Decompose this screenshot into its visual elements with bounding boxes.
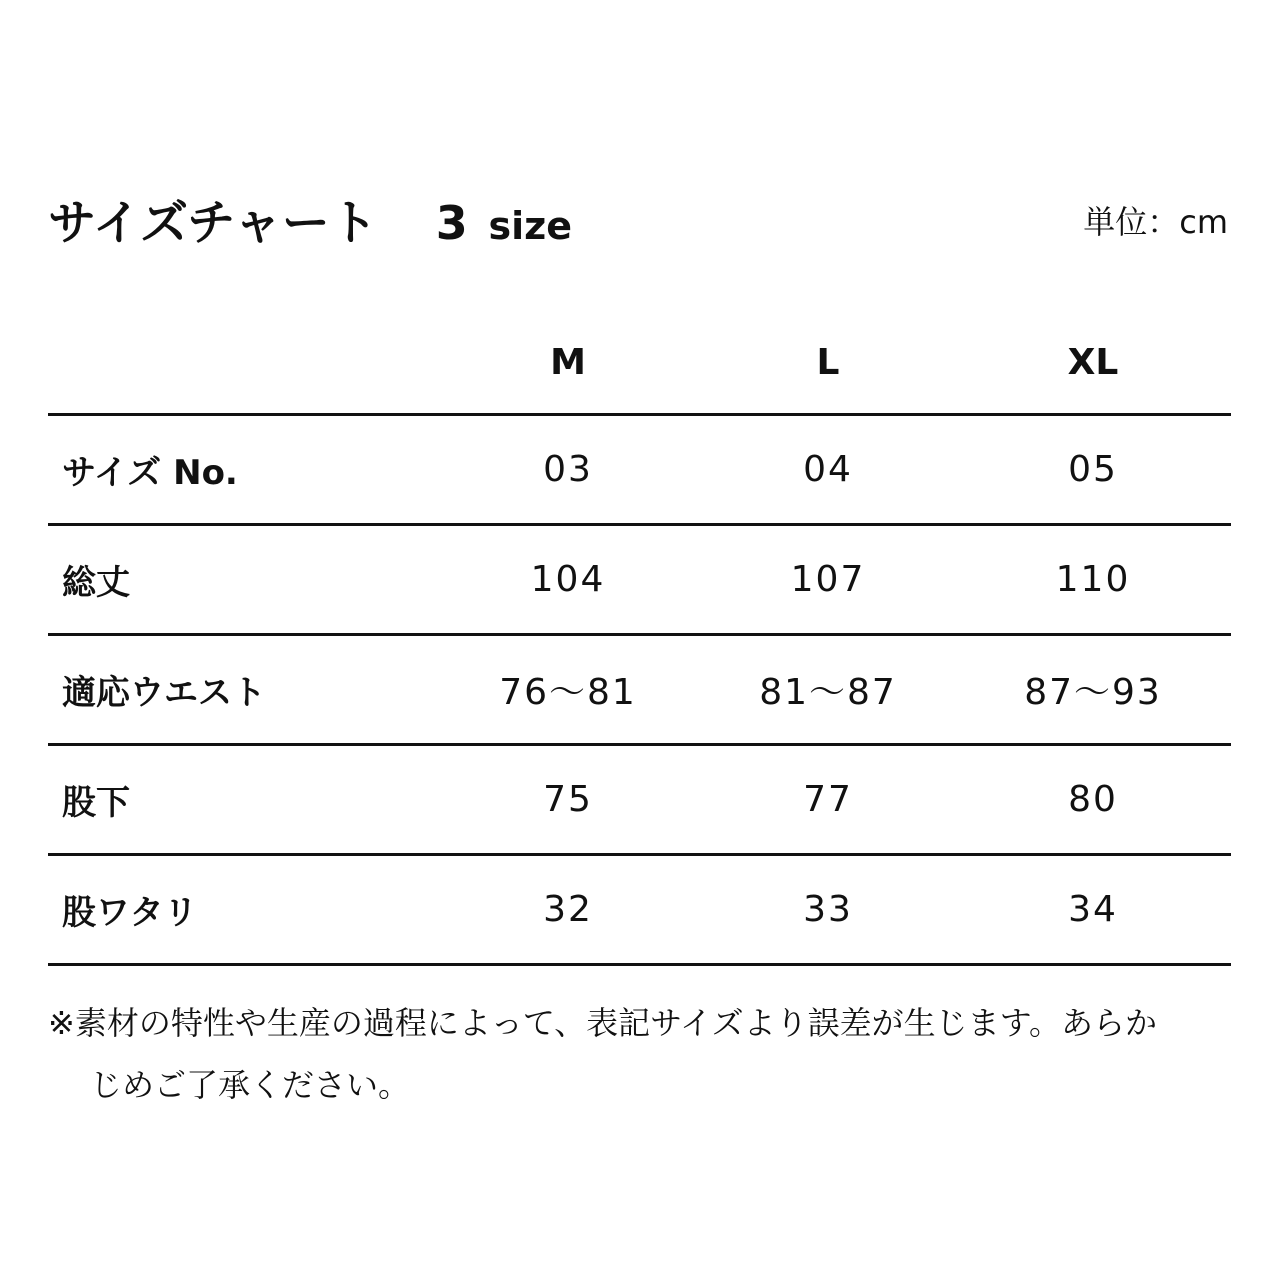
size-word: size — [488, 204, 573, 248]
cell-l: 04 — [803, 449, 853, 490]
title-text: サイズチャート — [48, 195, 378, 251]
table-header-row — [48, 310, 1231, 413]
cell-l: 77 — [803, 779, 853, 820]
size-chart-title — [48, 188, 572, 261]
cell-m: 32 — [543, 889, 593, 930]
table-row-thigh — [48, 853, 1231, 966]
cell-l: 33 — [803, 889, 853, 930]
size-count: 3 — [435, 196, 468, 250]
column-header-xl: XL — [1067, 342, 1119, 383]
note-line-1: ※素材の特性や生産の過程によって、表記サイズより誤差が生じます。あらか — [48, 1004, 1158, 1042]
cell-l: 81〜87 — [759, 672, 897, 713]
cell-m: 75 — [543, 779, 593, 820]
cell-xl: 34 — [1068, 889, 1118, 930]
cell-xl: 80 — [1068, 779, 1118, 820]
note-line-2: じめご了承ください。 — [90, 1066, 411, 1104]
cell-m: 76〜81 — [499, 672, 637, 713]
cell-m: 03 — [543, 449, 593, 490]
cell-m: 104 — [530, 559, 606, 600]
row-label: 股ワタリ — [62, 893, 198, 933]
cell-xl: 05 — [1068, 449, 1118, 490]
row-label: 総丈 — [62, 563, 130, 603]
unit-label: 単位：cm — [1083, 203, 1228, 241]
table-row-total-length — [48, 523, 1231, 633]
size-table — [48, 310, 1231, 966]
disclaimer-note — [48, 992, 1238, 1116]
row-label: 股下 — [62, 783, 130, 823]
table-row-inseam — [48, 743, 1231, 853]
column-header-l: L — [816, 342, 840, 383]
column-header-m: M — [550, 342, 586, 383]
cell-xl: 87〜93 — [1024, 672, 1162, 713]
cell-l: 107 — [790, 559, 866, 600]
table-row-size-no — [48, 413, 1231, 523]
row-label: サイズ No. — [62, 453, 238, 493]
row-label: 適応ウエスト — [62, 673, 266, 713]
table-row-waist — [48, 633, 1231, 743]
cell-xl: 110 — [1055, 559, 1131, 600]
